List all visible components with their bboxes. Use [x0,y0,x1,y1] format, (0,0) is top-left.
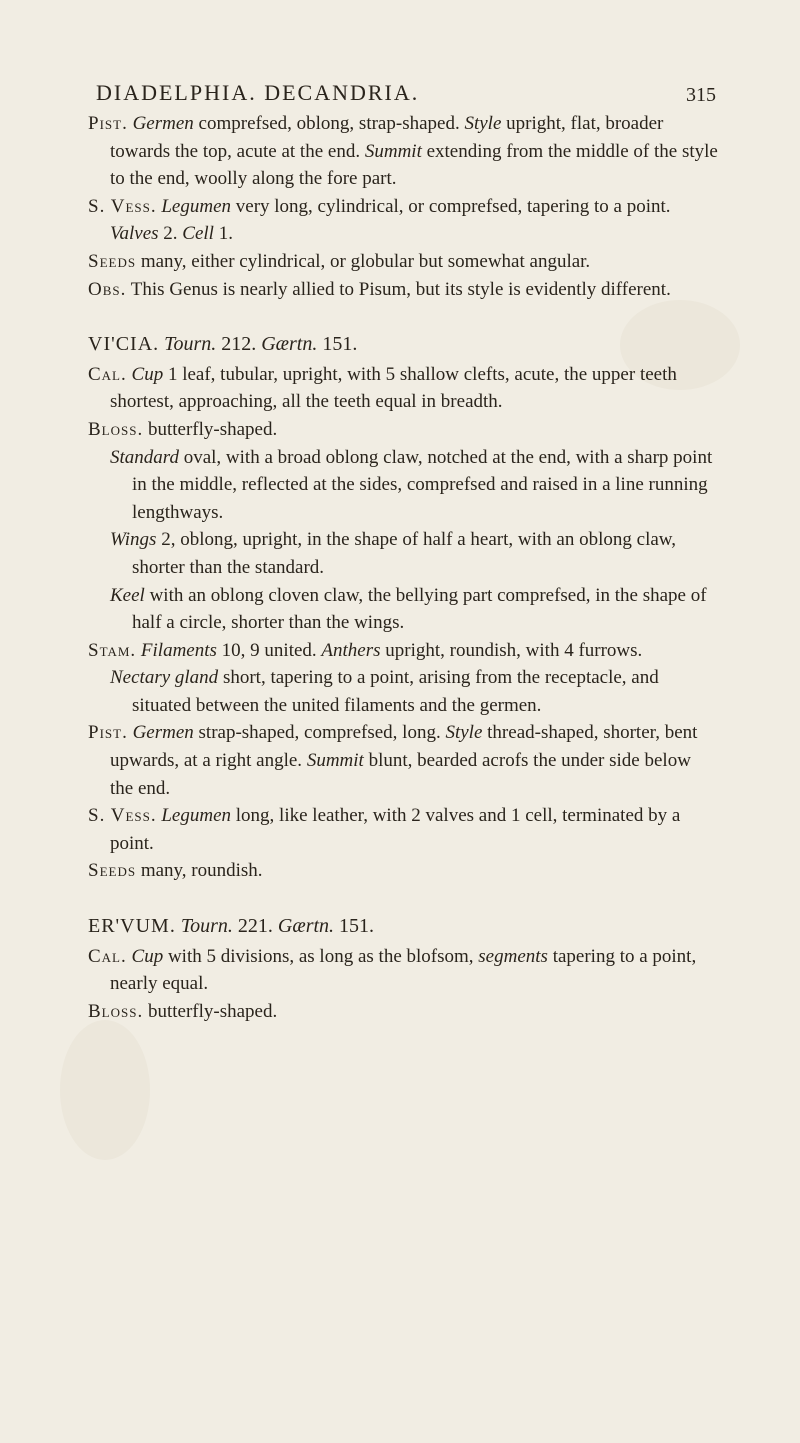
page-body [88,110,718,1025]
standard-entry: Standard oval, with a broad oblong claw, notched at the end, with a sharp point in the middle, reflected at the sides, comprefsed and raised in a line running lengthways. [110,446,713,523]
s-vess-entry: S. Vess. Legumen long, like leather, with 2 valves and 1 cell, terminated by a point. [88,805,681,854]
nectary-entry: Nectary gland short, tapering to a point, arising from the receptacle, and situated between the united filaments and the germen. [110,667,659,716]
observation-note: Obs. This Genus is nearly allied to Pisum, but its style is evidently different. [88,278,671,300]
cal-entry: Cal. Cup with 5 divisions, as long as the blofsom, segments tapering to a point, nearly equal. [88,945,697,995]
pist-entry: Pist. Germen comprefsed, oblong, strap-shaped. Style upright, flat, broader towards the top, acute at the end. Summit extending from the middle of the style to the end, woolly along the fore part. [88,113,718,190]
cal-entry: Cal. Cup 1 leaf, tubular, upright, with 5 shallow clefts, acute, the upper teeth shortest, approaching, all the teeth equal in breadth. [88,363,677,413]
seeds-entry: Seeds many, roundish. [88,860,263,882]
pist-entry: Pist. Germen strap-shaped, comprefsed, long. Style thread-shaped, shorter, bent upwards, at a right angle. Summit blunt, bearded acrofs the under side below the end. [88,722,698,799]
genus-heading-vicia: VI'CIA. Tourn. 212. Gærtn. 151. [88,333,358,356]
keel-entry: Keel with an oblong cloven claw, the bellying part comprefsed, in the shape of half a circle, shorter than the wings. [110,584,707,634]
bloss-parts [88,444,718,637]
page-number: 315 [686,84,716,106]
genus-heading-ervum: ER'VUM. Tourn. 221. Gærtn. 151. [88,915,375,938]
bloss-entry: Bloss. butterfly-shaped. [88,1000,278,1022]
bloss-entry: Bloss. butterfly-shaped. [88,418,278,440]
stam-parts [88,664,718,719]
wings-entry: Wings 2, oblong, upright, in the shape of half a heart, with an oblong claw, shorter than the standard. [110,529,677,578]
seeds-entry: Seeds many, either cylindrical, or globular but somewhat angular. [88,250,591,272]
stam-entry: Stam. Filaments 10, 9 united. Anthers upright, roundish, with 4 furrows. [88,639,643,661]
s-vess-entry: S. Vess. Legumen very long, cylindrical, or comprefsed, tapering to a point. Valves 2. Cell 1. [88,195,671,245]
paper-stain [60,1020,150,1160]
running-head-title: DIADELPHIA. DECANDRIA. [96,80,420,105]
